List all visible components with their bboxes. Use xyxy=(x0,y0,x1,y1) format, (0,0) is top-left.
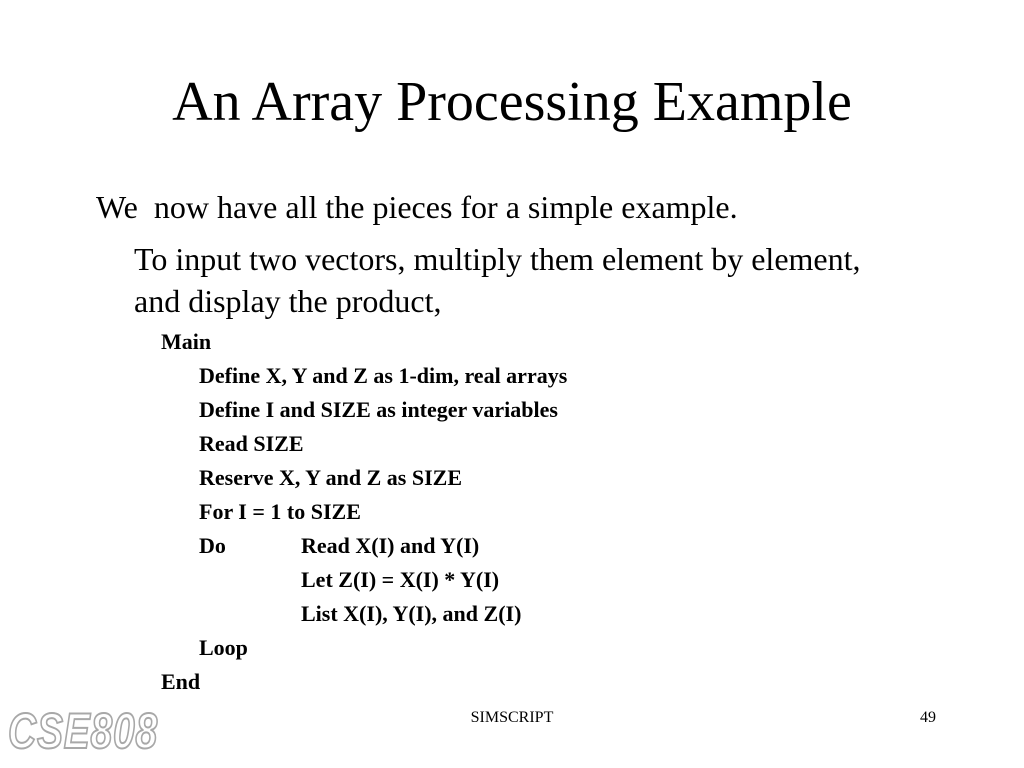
code-end: End xyxy=(161,669,201,694)
code-read-size: Read SIZE xyxy=(199,431,304,456)
watermark-logo: CSE808 xyxy=(8,703,158,759)
code-list: List X(I), Y(I), and Z(I) xyxy=(301,601,522,626)
code-define-vars: Define I and SIZE as integer variables xyxy=(199,397,558,422)
code-let: Let Z(I) = X(I) * Y(I) xyxy=(301,567,500,592)
slide-title: An Array Processing Example xyxy=(172,71,852,133)
code-do-read: Read X(I) and Y(I) xyxy=(301,533,480,558)
code-reserve: Reserve X, Y and Z as SIZE xyxy=(199,465,463,490)
footer-title: SIMSCRIPT xyxy=(470,709,554,726)
code-do-keyword: Do xyxy=(199,533,226,558)
code-main: Main xyxy=(161,329,212,354)
intro-bullet: We now have all the pieces for a simple example. xyxy=(96,189,738,225)
page-number: 49 xyxy=(920,709,936,726)
code-loop: Loop xyxy=(199,635,248,660)
code-for-loop: For I = 1 to SIZE xyxy=(199,499,361,524)
code-define-arrays: Define X, Y and Z as 1-dim, real arrays xyxy=(199,363,568,388)
description-text: To input two vectors, multiply them element by element, and display the product, xyxy=(134,241,861,319)
